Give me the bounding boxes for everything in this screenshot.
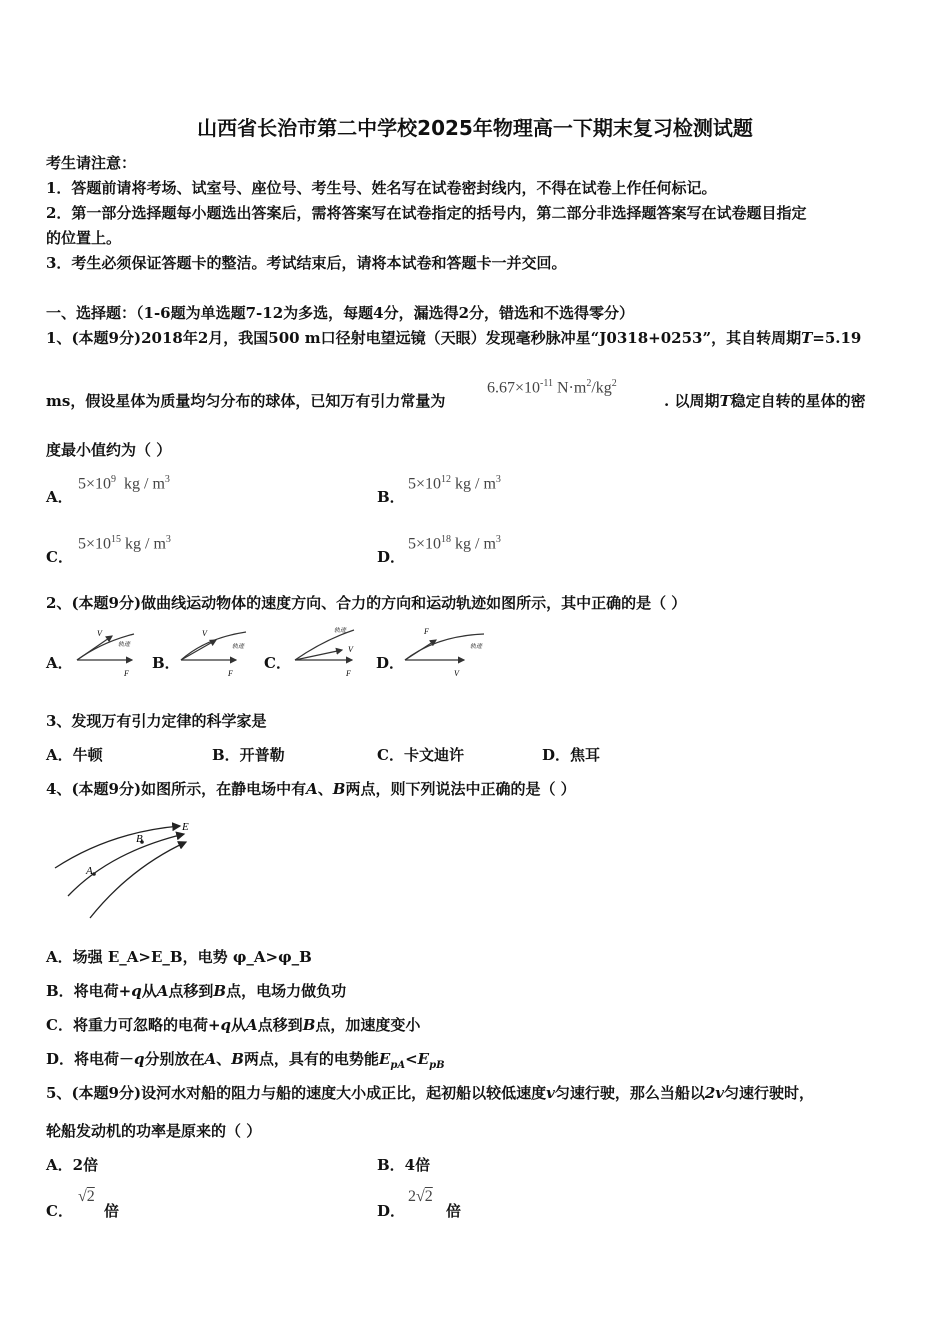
velocity-label: V <box>348 645 353 654</box>
section-heading: 一、选择题：（1-6题为单选题7-12为多选，每题4分，漏选得2分，错选和不选得零分） <box>46 304 635 322</box>
trajectory-label: 轨迹 <box>470 644 483 650</box>
velocity-arrow <box>181 640 216 660</box>
trajectory-label: 轨迹 <box>118 642 131 648</box>
point-a-label: A <box>86 865 93 877</box>
q4-option-c: C．将重力可忽略的电荷+q从A点移到B点，加速度变小 <box>46 1016 421 1034</box>
point-a-dot <box>92 872 96 876</box>
q2-figure-c <box>290 620 362 680</box>
q1-gravitational-constant: $6.67\times 10^{-11}$ $N\cdot m^2/kg^2$ <box>487 378 617 397</box>
q1-line2-end: . 以周期T稳定自转的星体的密 <box>664 392 866 410</box>
q1-option-d-label: D． <box>377 548 406 566</box>
point-b-label: B <box>136 833 143 845</box>
page-title: 山西省长治市第二中学校2025年物理高一下期末复习检测试题 <box>197 116 753 140</box>
q5-option-c-label: C． <box>46 1202 73 1220</box>
q5-stem: 5、(本题9分)设河水对船的阻力与船的速度大小成正比，起初船以较低速度v匀速行驶，那么当船以2v匀速行驶时， <box>46 1084 814 1102</box>
velocity-label: V <box>454 669 459 678</box>
q4-option-a-text: A．场强 E_A>E_B，电势 φ_A>φ_B <box>46 948 312 966</box>
q1-option-b-label: B． <box>377 488 405 506</box>
notice-item-3: 3．考生必须保证答题卡的整洁。考试结束后，请将本试卷和答题卡一并交回。 <box>46 254 567 272</box>
q2-figure-a <box>72 622 142 680</box>
q4-option-b: B．将电荷+q从A点移到B点，电场力做负功 <box>46 982 347 1000</box>
q1-option-b-value: $5\times 10^{12}$ kg / $m^3$ <box>408 474 501 493</box>
velocity-label: V <box>202 629 207 638</box>
q1-option-a-value: $5\times 10^9$ kg / $m^3$ <box>78 474 170 493</box>
q5-option-c-unit: 倍 <box>104 1202 120 1220</box>
notice-heading: 考生请注意： <box>46 154 137 172</box>
trajectory-label: 轨迹 <box>334 628 347 634</box>
force-label: F <box>124 669 129 678</box>
q4-field-figure <box>50 812 200 924</box>
field-label-e: E <box>182 821 189 833</box>
q1-line2-a: ms，假设星体为质量均匀分布的球体，已知万有引力常量为 <box>46 392 446 410</box>
q5-option-d-label: D． <box>377 1202 406 1220</box>
q3-option-b: B．开普勒 <box>212 746 285 764</box>
q1-score: (本题9分) <box>71 329 142 347</box>
q1-option-a-label: A． <box>46 488 73 506</box>
field-line-1 <box>55 826 180 868</box>
force-label: F <box>228 669 233 678</box>
q3-option-a: A．牛顿 <box>46 746 103 764</box>
notice-item-1: 1．答题前请将考场、试室号、座位号、考生号、姓名写在试卷密封线内，不得在试卷上作任何标记。 <box>46 179 717 197</box>
q5-line2: 轮船发动机的功率是原来的（ ） <box>46 1122 262 1140</box>
q5-option-c-root: √2 <box>78 1188 95 1205</box>
velocity-label: V <box>97 629 102 638</box>
q4-option-d: D．将电荷－q分别放在A、B两点，具有的电势能$E_{pA}<E_{pB}$ <box>46 1050 445 1071</box>
q1-option-d-value: $5\times 10^{18}$ kg / $m^3$ <box>408 534 501 553</box>
q2-stem: 2、(本题9分)做曲线运动物体的速度方向、合力的方向和运动轨迹如图所示，其中正确的是（ ） <box>46 594 687 612</box>
q1-option-c-value: $5\times 10^{15}$ kg / $m^3$ <box>78 534 171 553</box>
q5-option-a: A．2倍 <box>46 1156 99 1174</box>
q1-line2 <box>46 390 445 411</box>
force-label: F <box>424 627 429 636</box>
q2-figure-b <box>176 622 252 680</box>
q1-line1 <box>46 327 861 348</box>
notice-item-2-cont: 的位置上。 <box>46 229 122 247</box>
q3-option-c: C．卡文迪许 <box>377 746 464 764</box>
q2-option-c-label: C． <box>264 654 291 672</box>
q1-option-c-label: C． <box>46 548 73 566</box>
q2-option-b-label: B． <box>152 654 180 672</box>
q5-option-d-unit: 倍 <box>446 1202 462 1220</box>
q5-option-b: B．4倍 <box>377 1156 431 1174</box>
q5-option-d-root: 2√2 <box>408 1188 433 1205</box>
q1-T: T <box>801 329 813 347</box>
q4-option-a <box>46 946 312 967</box>
trajectory-curve <box>295 630 354 660</box>
q1-T-value: =5.19 <box>812 329 862 347</box>
q2-option-d-label: D． <box>376 654 405 672</box>
field-line-3 <box>90 842 186 918</box>
q2-option-a-label: A． <box>46 654 73 672</box>
q1-line3: 度最小值约为（ ） <box>46 441 172 459</box>
q1-number: 1、 <box>46 329 72 347</box>
force-label: F <box>346 669 351 678</box>
q2-figure-d <box>400 622 490 680</box>
notice-item-2: 2．第一部分选择题每小题选出答案后，需将答案写在试卷指定的括号内，第二部分非选择题答案写在试卷题目指定 <box>46 204 807 222</box>
q1-text: 2018年2月，我国500 m口径射电望远镜（天眼）发现毫秒脉冲星“J0318+0253”，其自转周期 <box>141 329 802 347</box>
q3-option-d: D．焦耳 <box>542 746 601 764</box>
trajectory-label: 轨迹 <box>232 644 245 650</box>
q4-stem: 4、(本题9分)如图所示，在静电场中有A、B两点，则下列说法中正确的是（ ） <box>46 780 576 798</box>
q3-stem: 3、发现万有引力定律的科学家是 <box>46 712 267 730</box>
